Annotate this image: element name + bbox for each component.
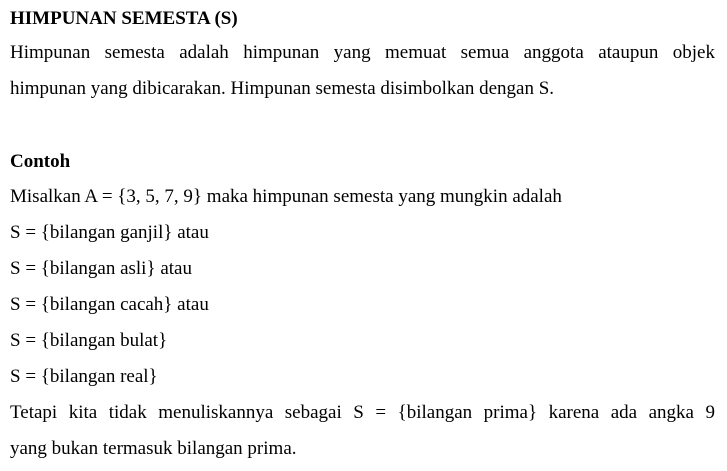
definition-line-2: himpunan yang dibicarakan. Himpunan semesta disimbolkan dengan S. [10, 78, 555, 99]
example-option: S = {bilangan ganjil} atau [10, 222, 209, 243]
example-option: S = {bilangan asli} atau [10, 258, 192, 279]
example-option: S = {bilangan real} [10, 366, 158, 387]
paragraph-spacer [10, 107, 715, 143]
note-line-1: Tetapi kita tidak menuliskannya sebagai S = {bilangan prima} karena ada angka 9 [10, 402, 715, 423]
section-title: HIMPUNAN SEMESTA (S) [10, 8, 238, 29]
example-intro: Misalkan A = {3, 5, 7, 9} maka himpunan semesta yang mungkin adalah [10, 186, 562, 207]
example-option: S = {bilangan cacah} atau [10, 294, 209, 315]
note-line-2: yang bukan termasuk bilangan prima. [10, 438, 297, 459]
example-heading: Contoh [10, 151, 71, 172]
example-option: S = {bilangan bulat} [10, 330, 168, 351]
document-body [10, 0, 715, 467]
definition-line-1: Himpunan semesta adalah himpunan yang memuat semua anggota ataupun objek [10, 42, 715, 63]
